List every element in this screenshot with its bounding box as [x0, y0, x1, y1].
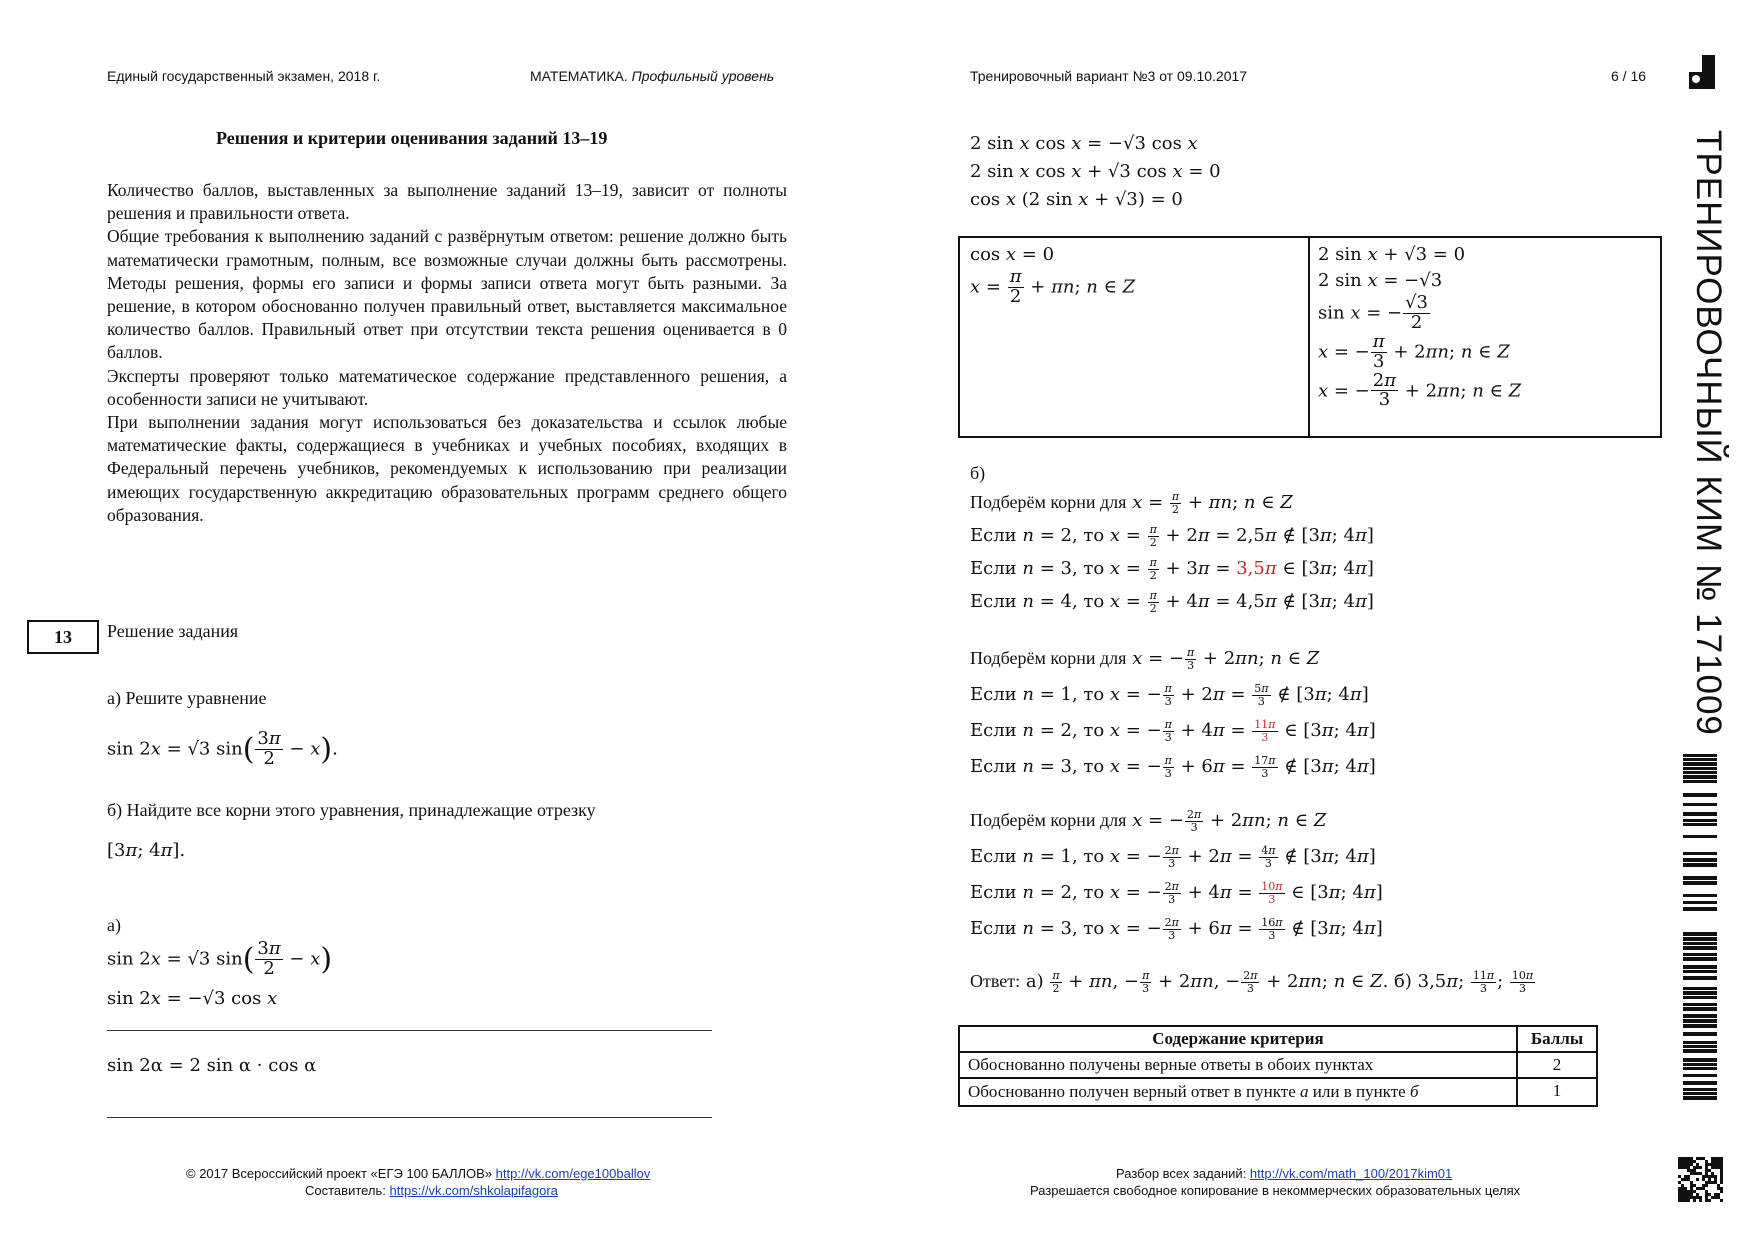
footer-link[interactable]: http://vk.com/ege100ballov: [495, 1166, 651, 1181]
table-row: Обоснованно получен верный ответ в пункте а или в пункте б 1: [959, 1078, 1597, 1106]
interval: [3π; 4π].: [107, 840, 186, 861]
header-exam: Единый государственный экзамен, 2018 г.: [107, 68, 381, 84]
score-header: Баллы: [1517, 1026, 1597, 1052]
divider: [107, 1117, 712, 1118]
case-cos: cos x = 0 x = $\frac{\pi}{2}$ + πn; n ∈ Z: [970, 244, 1136, 307]
answer: Ответ: а) $\frac{\pi}{2}$ + πn, − $\frac{\pi}{3}$ + 2πn, − $\frac{2\pi}{3}$ + 2πn; n ∈ Z. б) 3,5π; $\frac{11\pi}{3}$ ; $\frac{10\pi}{3}$: [970, 969, 1534, 995]
task-label: Решение задания: [107, 621, 239, 641]
footer-author: Составитель: https://vk.com/shkolapifagora: [305, 1183, 558, 1198]
b-label: б): [970, 463, 986, 483]
solutions-link[interactable]: http://vk.com/math_100/2017kim01: [1249, 1166, 1453, 1181]
solution-eq2: sin 2x = −√3 cos x: [107, 988, 278, 1009]
part-b-label: б) Найдите все корни этого уравнения, принадлежащие отрезку: [107, 800, 596, 820]
header-subject: [530, 68, 774, 84]
identity: sin 2α = 2 sin α · cos α: [107, 1055, 317, 1076]
roots-group-3: Подберём корни для x = − $\frac{2\pi}{3}$ + 2πn; n ∈ Z Если n = 1, то x = − $\frac{2\pi}{3}$ + 2π = $\frac{4\pi}{3}$ ∉ [3π; 4π] Если n = 2, то x = − $\frac{2\pi}{3}$ + 4π = $\frac{10\pi}{3}$ ∈ [3π; 4π] Если n = 3, то x = − $\frac{2\pi}{3}$ + 6π = $\frac{16\pi}{3}$ ∉ [3π; 4π]: [970, 807, 1383, 942]
footer-note: Разрешается свободное копирование в некоммерческих образовательных целях: [1030, 1183, 1521, 1198]
logo-mark: [1689, 55, 1715, 89]
header-variant: Тренировочный вариант №3 от 09.10.2017: [970, 68, 1248, 84]
criteria-header: Содержание критерия: [959, 1026, 1517, 1052]
equation-main: sin 2x = √3 sin( $\frac{3\pi}{2}$ − x).: [107, 728, 338, 769]
paragraph: При выполнении задания могут использоваться без доказательства и ссылок любые математические факты, содержащиеся в учебниках и учебных пособиях, входящих в Федеральный перечень учебников, рекомендуемых к использованию при реализации имеющих государственную аккредитацию образовательных программ среднего общего образования.: [107, 412, 787, 525]
footer-left: © 2017 Всероссийский проект «ЕГЭ 100 БАЛЛОВ» http://vk.com/ege100ballov: [186, 1166, 651, 1181]
paragraph: Эксперты проверяют только математическое содержание представленного решения, а особенности записи не учитывают.: [107, 365, 787, 409]
barcode: [1683, 752, 1719, 1102]
cases-box: [958, 236, 1662, 438]
paragraph: Количество баллов, выставленных за выполнение заданий 13–19, зависит от полноты решения и правильности ответа.: [107, 180, 787, 224]
header-level: Профильный уровень: [631, 68, 775, 84]
author-link[interactable]: https://vk.com/shkolapifagora: [389, 1183, 558, 1198]
solution-eq1: sin 2x = √3 sin( $\frac{3\pi}{2}$ − x): [107, 938, 333, 979]
part-a-label: а) Решите уравнение: [107, 688, 267, 708]
roots-group-1: Подберём корни для x = $\frac{\pi}{2}$ + πn; n ∈ Z Если n = 2, то x = $\frac{\pi}{2}$ + 2π = 2,5π ∉ [3π; 4π] Если n = 3, то x = $\frac{\pi}{2}$ + 3π = 3,5π ∈ [3π; 4π] Если n = 4, то x = $\frac{\pi}{2}$ + 4π = 4,5π ∉ [3π; 4π]: [970, 489, 1374, 615]
paragraph: Общие требования к выполнению заданий с развёрнутым ответом: решение должно быть математически грамотным, полным, все возможные случаи должны быть рассмотрены. Методы решения, формы его записи и формы записи ответа могут быть разными. За решение, в котором обоснованно получен правильный ответ, выставляется максимальное количество баллов. Правильный ответ при отсутствии текста решения оценивается в 0 баллов.: [107, 226, 787, 363]
solution-continued: 2 sin x cos x = −√3 cos x 2 sin x cos x + √3 cos x = 0 cos x (2 sin x + √3) = 0: [970, 133, 1221, 210]
section-title: Решения и критерии оценивания заданий 13–19: [216, 128, 608, 148]
qr-code: [1677, 1156, 1723, 1202]
task-number-box: 13: [27, 620, 99, 654]
page-number: 6 / 16: [1611, 68, 1647, 84]
side-title-wrap: [1689, 130, 1730, 736]
header-subject-name: МАТЕМАТИКА.: [530, 68, 628, 84]
case-sin: 2 sin x + √3 = 0 2 sin x = −√3 sin x = − $\frac{√3}{2}$ x = − $\frac{\pi}{3}$ + 2πn; n ∈ Z x = − $\frac{2\pi}{3}$ + 2πn; n ∈ Z: [1318, 244, 1522, 411]
footer-right: Разбор всех заданий: http://vk.com/math_100/2017kim01: [1116, 1166, 1453, 1181]
roots-group-2: Подберём корни для x = − $\frac{\pi}{3}$ + 2πn; n ∈ Z Если n = 1, то x = − $\frac{\pi}{3}$ + 2π = $\frac{5\pi}{3}$ ∉ [3π; 4π] Если n = 2, то x = − $\frac{\pi}{3}$ + 4π = $\frac{11\pi}{3}$ ∈ [3π; 4π] Если n = 3, то x = − $\frac{\pi}{3}$ + 6π = $\frac{17\pi}{3}$ ∉ [3π; 4π]: [970, 645, 1376, 780]
table-row: Обоснованно получены верные ответы в обоих пунктах 2: [959, 1052, 1597, 1078]
intro-text: [107, 179, 787, 527]
solution-a-label: а): [107, 915, 121, 935]
side-title: ТРЕНИРОВОЧНЫЙ КИМ № 171009: [1689, 130, 1728, 736]
divider: [107, 1030, 712, 1031]
criteria-table: [958, 1025, 1598, 1107]
